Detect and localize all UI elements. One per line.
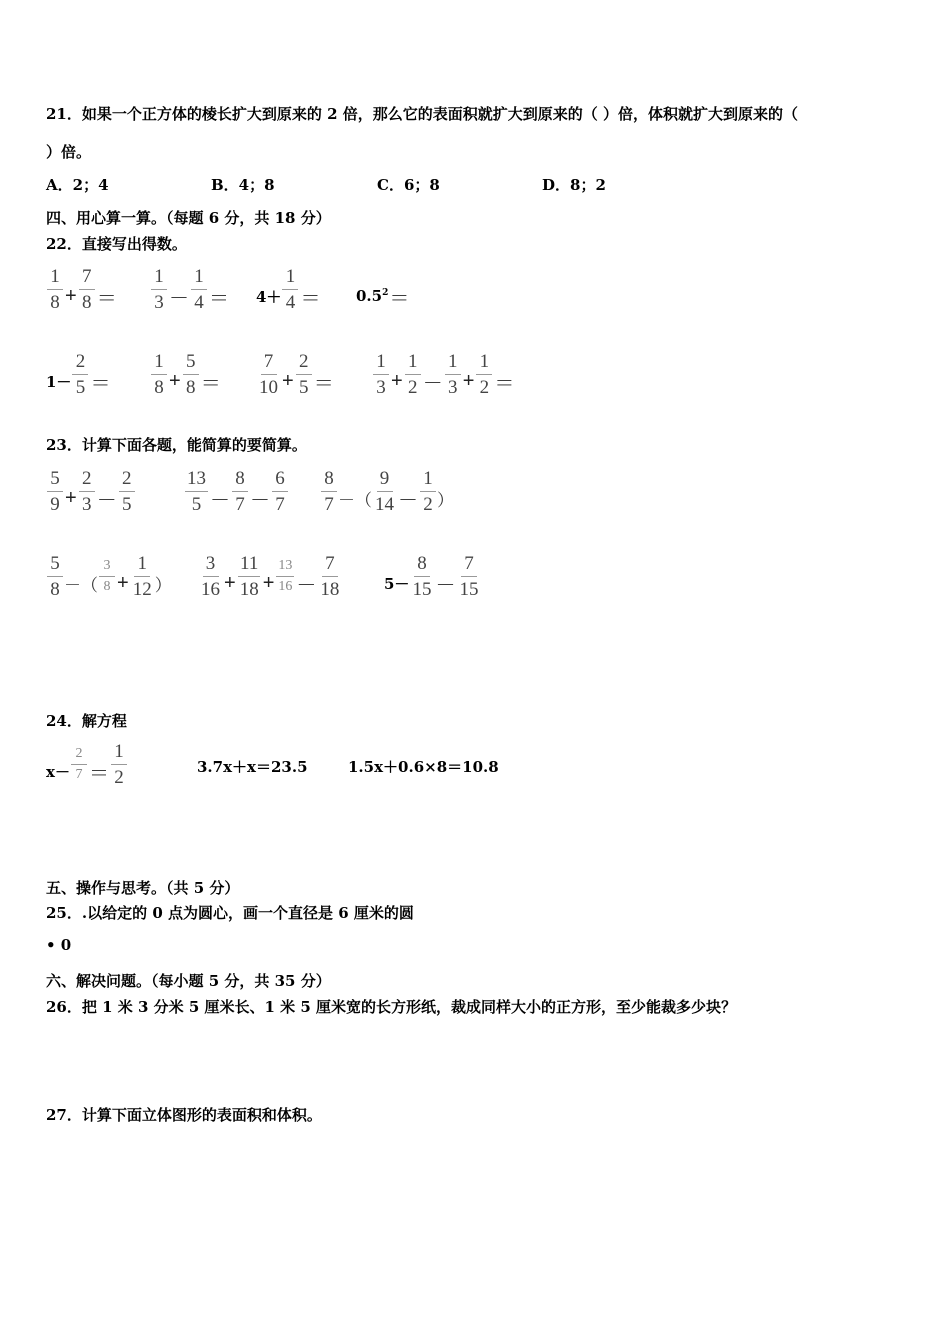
fraction: $\frac{8}{7}$ — [232, 469, 248, 514]
operator: －（ — [64, 575, 98, 595]
operator: － — [250, 489, 270, 512]
q21-line1: 21．如果一个正方体的棱长扩大到原来的 2 倍，那么它的表面积就扩大到原来的（ ）倍，体积就扩大到原来的（ — [46, 105, 798, 123]
fraction: $\frac{7}{8}$ — [79, 267, 95, 312]
fraction: $\frac{2}{5}$ — [119, 469, 135, 514]
equals: ＝ — [88, 762, 109, 785]
q27-title: 27．计算下面立体图形的表面积和体积。 — [46, 1106, 322, 1124]
fraction: $\frac{2}{5}$ — [72, 352, 88, 397]
q22-expr-1-3 — [256, 263, 321, 315]
fraction: $\frac{2}{7}$ — [71, 747, 87, 782]
fraction: $\frac{5}{8}$ — [47, 554, 63, 599]
fraction: $\frac{2}{5}$ — [296, 352, 312, 397]
section-6-heading: 六、解决问题。（每小题 5 分，共 35 分） — [46, 972, 331, 990]
operator: + — [65, 284, 77, 307]
fraction: $\frac{1}{2}$ — [405, 352, 421, 397]
q21-line2: ）倍。 — [46, 143, 92, 161]
fraction: $\frac{8}{15}$ — [412, 552, 432, 600]
fraction: $\frac{1}{8}$ — [47, 267, 63, 312]
operator: + — [282, 369, 294, 392]
operator: － — [96, 489, 117, 512]
operator: + — [117, 571, 129, 594]
q23-expr-1-3 — [320, 465, 454, 517]
operator: －（ — [338, 490, 372, 510]
equals: ＝ — [389, 287, 410, 310]
operator: － — [422, 372, 443, 395]
equals: ＝ — [90, 372, 111, 395]
fraction: $\frac{1}{3}$ — [445, 352, 461, 397]
fraction: $\frac{3}{16}$ — [201, 552, 220, 600]
q24-equation-3: 1.5x＋0.6×8＝10.8 — [348, 758, 499, 776]
lead-term: 5－ — [384, 574, 410, 593]
q22-expr-1-4 — [356, 263, 410, 315]
operator: － — [169, 287, 189, 310]
q21-option-a: A．2；4 — [46, 176, 109, 194]
lead-term: 1－ — [46, 372, 72, 391]
equals: ＝ — [313, 372, 334, 395]
operator: + — [262, 571, 275, 594]
q22-title: 22．直接写出得数。 — [46, 235, 187, 253]
fraction: $\frac{1}{3}$ — [151, 267, 167, 312]
q21-option-d: D．8；2 — [542, 176, 606, 194]
fraction: $\frac{13}{16}$ — [278, 557, 293, 594]
operator: + — [224, 571, 236, 594]
fraction: $\frac{1}{8}$ — [151, 352, 167, 397]
fraction: $\frac{1}{2}$ — [420, 469, 436, 514]
section-5-heading: 五、操作与思考。（共 5 分） — [46, 879, 240, 897]
fraction: $\frac{1}{12}$ — [132, 552, 152, 600]
close-paren: ） — [437, 490, 454, 510]
equals: ＝ — [300, 287, 321, 310]
equals: ＝ — [96, 287, 117, 310]
fraction: $\frac{8}{7}$ — [321, 469, 337, 514]
q23-title: 23．计算下面各题，能简算的要简算。 — [46, 436, 307, 454]
power-expression: $0.5^2$ — [356, 287, 389, 305]
equals: ＝ — [494, 372, 515, 395]
q22-expr-2-4 — [372, 348, 515, 400]
fraction: $\frac{2}{3}$ — [79, 469, 95, 514]
fraction: $\frac{5}{8}$ — [183, 352, 199, 397]
q23-expr-2-3 — [384, 550, 481, 602]
fraction: $\frac{1}{3}$ — [373, 352, 389, 397]
q22-expr-2-3 — [256, 348, 335, 400]
fraction: $\frac{7}{18}$ — [320, 552, 340, 600]
q22-expr-1-2 — [150, 263, 230, 315]
fraction: $\frac{1}{4}$ — [282, 267, 298, 312]
close-paren: ） — [154, 575, 172, 595]
q23-expr-2-2 — [198, 550, 342, 602]
q24-title: 24．解方程 — [46, 712, 127, 730]
fraction: $\frac{3}{8}$ — [99, 559, 115, 594]
fraction: $\frac{1}{2}$ — [111, 742, 127, 787]
fraction: $\frac{13}{5}$ — [187, 467, 206, 515]
equals: ＝ — [209, 287, 229, 310]
q23-expr-1-2 — [184, 465, 289, 517]
q21-option-c: C．6；8 — [377, 176, 440, 194]
fraction: $\frac{6}{7}$ — [272, 469, 288, 514]
q24-equation-1 — [46, 738, 128, 790]
q21-option-b: B．4；8 — [211, 176, 275, 194]
operator: － — [398, 489, 418, 512]
q26-title: 26．把 1 米 3 分米 5 厘米长、1 米 5 厘米宽的长方形纸，裁成同样大小的正方形，至少能裁多少块？ — [46, 998, 737, 1016]
q22-expr-2-1 — [46, 348, 111, 400]
lead-term: x－ — [46, 762, 70, 781]
fraction: $\frac{7}{15}$ — [459, 552, 479, 600]
q23-expr-2-1 — [46, 550, 172, 602]
fraction: $\frac{5}{9}$ — [47, 469, 63, 514]
fraction: $\frac{1}{4}$ — [191, 267, 207, 312]
q23-expr-1-1 — [46, 465, 136, 517]
operator: + — [462, 369, 475, 392]
operator: + — [169, 369, 181, 392]
q25-center-point: • 0 — [46, 936, 72, 954]
equals: ＝ — [200, 372, 221, 395]
q22-expr-2-2 — [150, 348, 222, 400]
operator: + — [65, 486, 77, 509]
fraction: $\frac{9}{14}$ — [375, 467, 394, 515]
fraction: $\frac{11}{18}$ — [239, 552, 259, 600]
operator: － — [435, 574, 456, 597]
q22-expr-1-1 — [46, 263, 118, 315]
q25-title: 25．.以给定的 0 点为圆心，画一个直径是 6 厘米的圆 — [46, 904, 414, 922]
fraction: $\frac{7}{10}$ — [259, 350, 278, 398]
lead-term: 4＋ — [256, 287, 282, 306]
q24-equation-2: 3.7x＋x＝23.5 — [197, 758, 308, 776]
section-4-heading: 四、用心算一算。（每题 6 分，共 18 分） — [46, 209, 331, 227]
operator: － — [210, 489, 230, 512]
operator: － — [296, 574, 317, 597]
fraction: $\frac{1}{2}$ — [476, 352, 492, 397]
operator: + — [391, 369, 403, 392]
